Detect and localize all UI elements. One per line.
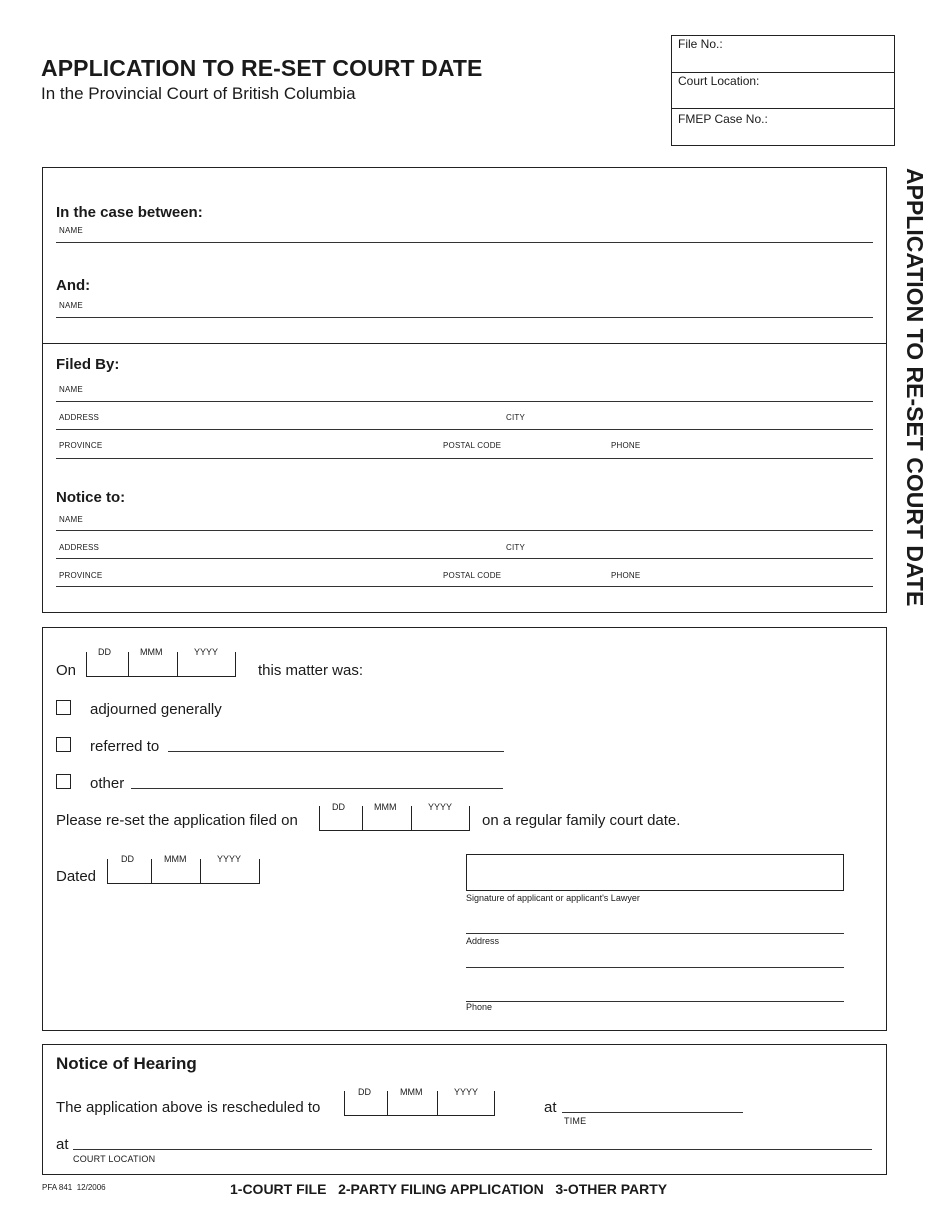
- filed-by-province-label: PROVINCE: [59, 441, 103, 450]
- date-yyyy-label: YYYY: [217, 854, 242, 864]
- on-label: On: [56, 662, 77, 679]
- time-line[interactable]: [562, 1112, 743, 1113]
- on-date-input[interactable]: [86, 652, 236, 677]
- notice-to-address-label: ADDRESS: [59, 543, 100, 552]
- date-dd-label: DD: [358, 1087, 371, 1097]
- file-info-box: [671, 35, 895, 146]
- date-dd-label: DD: [98, 647, 111, 657]
- phone-line[interactable]: [466, 1001, 844, 1002]
- dated-label: Dated: [56, 868, 97, 885]
- address-label: Address: [466, 936, 500, 946]
- date-dd-segment[interactable]: [320, 806, 363, 830]
- parties-section: [42, 167, 887, 613]
- regular-date-label: on a regular family court date.: [482, 812, 681, 829]
- filed-on-date-input[interactable]: [319, 806, 470, 831]
- filed-by-province-line[interactable]: [56, 458, 873, 459]
- adjourned-checkbox[interactable]: [56, 700, 71, 715]
- case-between-label: In the case between:: [56, 204, 203, 221]
- court-location-field[interactable]: [672, 73, 894, 109]
- form-code: PFA 841 12/2006: [42, 1183, 106, 1192]
- signature-box[interactable]: [466, 854, 844, 891]
- fmep-case-no-field[interactable]: [672, 109, 894, 146]
- rescheduled-label: The application above is rescheduled to: [56, 1099, 321, 1116]
- name-label: NAME: [59, 226, 83, 235]
- notice-to-province-label: PROVINCE: [59, 571, 103, 580]
- date-mmm-segment[interactable]: [388, 1091, 438, 1115]
- date-mmm-label: MMM: [164, 854, 187, 864]
- date-dd-segment[interactable]: [87, 652, 129, 676]
- referred-label: referred to: [90, 738, 160, 755]
- filed-by-postal-code-label: POSTAL CODE: [443, 441, 502, 450]
- filed-by-heading: Filed By:: [56, 356, 120, 373]
- date-dd-label: DD: [332, 802, 345, 812]
- notice-to-province-line[interactable]: [56, 586, 873, 587]
- filed-by-phone-label: PHONE: [611, 441, 641, 450]
- court-location-label: Court Location:: [678, 74, 760, 88]
- at-time-label: at: [544, 1099, 557, 1116]
- date-mmm-label: MMM: [400, 1087, 423, 1097]
- dated-date-input[interactable]: [107, 859, 260, 884]
- and-name-line[interactable]: [56, 317, 873, 318]
- other-line[interactable]: [131, 788, 503, 789]
- notice-to-address-line[interactable]: [56, 558, 873, 559]
- filed-by-name-line[interactable]: [56, 401, 873, 402]
- date-mmm-label: MMM: [374, 802, 397, 812]
- address-line-2[interactable]: [466, 967, 844, 968]
- notice-to-heading: Notice to:: [56, 489, 126, 506]
- date-dd-segment[interactable]: [108, 859, 152, 883]
- divider: [42, 343, 887, 344]
- case-between-name-line[interactable]: [56, 242, 873, 243]
- notice-to-phone-label: PHONE: [611, 571, 641, 580]
- hearing-heading: Notice of Hearing: [56, 1054, 197, 1073]
- date-mmm-segment[interactable]: [152, 859, 201, 883]
- date-yyyy-label: YYYY: [454, 1087, 479, 1097]
- filed-by-address-line[interactable]: [56, 429, 873, 430]
- and-label: And:: [56, 277, 91, 294]
- referred-checkbox[interactable]: [56, 737, 71, 752]
- address-line-1[interactable]: [466, 933, 844, 934]
- filed-by-name-label: NAME: [59, 385, 83, 394]
- please-reset-label: Please re-set the application filed on: [56, 812, 298, 829]
- name-label: NAME: [59, 301, 83, 310]
- date-dd-segment[interactable]: [345, 1091, 388, 1115]
- date-dd-label: DD: [121, 854, 134, 864]
- date-yyyy-label: YYYY: [428, 802, 453, 812]
- notice-to-postal-code-label: POSTAL CODE: [443, 571, 502, 580]
- file-no-field[interactable]: [672, 36, 894, 73]
- date-mmm-segment[interactable]: [129, 652, 178, 676]
- filed-by-address-label: ADDRESS: [59, 413, 100, 422]
- vertical-title: APPLICATION TO RE-SET COURT DATE: [902, 168, 928, 607]
- phone-label: Phone: [466, 1002, 493, 1012]
- court-location-label: COURT LOCATION: [73, 1154, 156, 1164]
- filed-by-city-label: CITY: [506, 413, 526, 422]
- time-label: TIME: [564, 1116, 587, 1126]
- signature-label: Signature of applicant or applicant's Lawyer: [466, 893, 640, 903]
- referred-to-line[interactable]: [168, 751, 504, 752]
- file-no-label: File No.:: [678, 37, 723, 51]
- other-checkbox[interactable]: [56, 774, 71, 789]
- notice-to-name-label: NAME: [59, 515, 83, 524]
- date-mmm-label: MMM: [140, 647, 163, 657]
- at-location-label: at: [56, 1136, 69, 1153]
- page-title: APPLICATION TO RE-SET COURT DATE: [41, 55, 483, 81]
- this-matter-was-label: this matter was:: [258, 662, 364, 679]
- fmep-case-no-label: FMEP Case No.:: [678, 112, 768, 126]
- rescheduled-date-input[interactable]: [344, 1091, 495, 1116]
- date-yyyy-label: YYYY: [194, 647, 219, 657]
- copy-distribution: 1-COURT FILE 2-PARTY FILING APPLICATION 3-OTHER PARTY: [230, 1181, 668, 1197]
- court-location-line[interactable]: [73, 1149, 872, 1150]
- page-subtitle: In the Provincial Court of British Columbia: [41, 84, 356, 103]
- notice-to-name-line[interactable]: [56, 530, 873, 531]
- other-label: other: [90, 775, 125, 792]
- notice-to-city-label: CITY: [506, 543, 526, 552]
- date-mmm-segment[interactable]: [363, 806, 412, 830]
- adjourned-label: adjourned generally: [90, 701, 222, 718]
